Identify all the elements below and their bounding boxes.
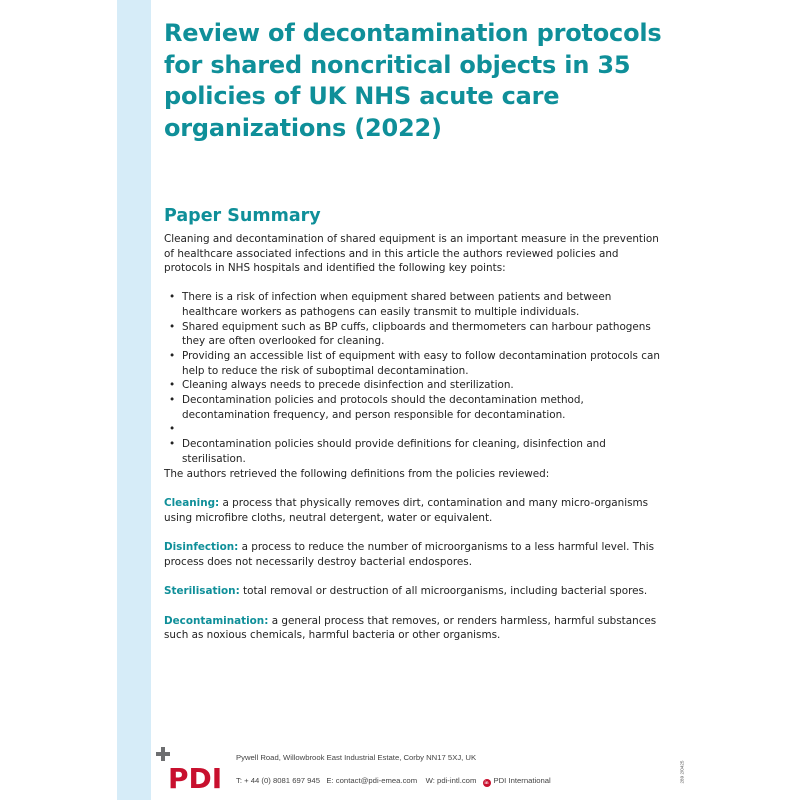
bullet-item	[164, 393, 664, 422]
bullet-item	[164, 290, 664, 319]
definition-decontamination	[164, 614, 664, 643]
footer-contact-line	[236, 776, 551, 787]
document-code	[676, 750, 688, 794]
pdi-logo	[155, 745, 230, 795]
side-color-band	[117, 0, 151, 800]
definition-text: a process that physically removes dirt, contamination and many micro-organisms using microfibre cloths, neutral detergent, water or equivalent.	[164, 496, 649, 524]
definition-sterilisation	[164, 584, 664, 599]
bullet-dot-icon: •	[169, 320, 176, 333]
bullet-text: Shared equipment such as BP cuffs, clipboards and thermometers can harbour pathogens they are often overlooked for cleaning.	[182, 320, 651, 348]
document-title: Review of decontamination protocols for shared noncritical objects in 35 policies of UK NHS acute care organizations (2022)	[164, 19, 662, 142]
intro-paragraph: Cleaning and decontamination of shared equipment is an important measure in the prevention of healthcare associated infections and in this article the authors reviewed policies and protocols in NHS hospitals and identified the following key points:	[164, 233, 659, 275]
definition-cleaning	[164, 496, 664, 525]
footer-email[interactable]: E: contact@pdi-emea.com	[326, 776, 418, 785]
bullet-text: Providing an accessible list of equipment with easy to follow decontamination protocols can help to reduce the risk of suboptimal decontamination.	[182, 349, 660, 377]
bullet-item-empty	[164, 422, 664, 437]
bullet-item	[164, 378, 664, 393]
bullet-dot-icon: •	[169, 379, 176, 392]
page-footer	[155, 745, 715, 795]
footer-phone: T: + 44 (0) 8081 697 945	[236, 776, 320, 785]
definition-text: a general process that removes, or renders harmless, harmful substances such as noxious chemicals, harmful bacteria or other organisms.	[164, 614, 657, 642]
bullet-text: There is a risk of infection when equipment shared between patients and between healthcare workers as pathogens can easily transmit to multiple individuals.	[182, 291, 612, 318]
key-points-list	[164, 290, 664, 466]
footer-linkedin[interactable]: PDI International	[493, 776, 551, 785]
linkedin-icon: in	[484, 780, 489, 785]
definitions-intro: The authors retrieved the following definitions from the policies reviewed:	[164, 467, 550, 480]
section-heading-paper-summary: Paper Summary	[164, 206, 321, 226]
bullet-text: Decontamination policies and protocols should the decontamination method, decontamination frequency, and person responsible for decontamination.	[182, 394, 584, 421]
bullet-dot-icon: •	[169, 349, 176, 362]
bullet-item	[164, 437, 664, 466]
bullet-dot-icon: •	[169, 291, 176, 304]
pdi-logo-text: PDI	[168, 762, 223, 795]
bullet-text: Decontamination policies should provide definitions for cleaning, disinfection and sterilisation.	[182, 438, 606, 465]
bullet-dot-icon: •	[169, 394, 176, 407]
definition-disinfection	[164, 540, 664, 569]
footer-address: Pywell Road, Willowbrook East Industrial Estate, Corby NN17 5XJ, UK	[236, 753, 477, 762]
definition-term: Sterilisation:	[164, 585, 240, 598]
bullet-item	[164, 349, 664, 378]
footer-web[interactable]: W: pdi-intl.com	[425, 776, 477, 785]
definition-text: total removal or destruction of all microorganisms, including bacterial spores.	[243, 585, 648, 598]
bullet-dot-icon: •	[169, 423, 176, 436]
document-content	[164, 18, 664, 643]
document-code-text: 289 2/0425	[679, 760, 685, 784]
definition-text: a process to reduce the number of microorganisms to a less harmful level. This process does not necessarily destroy bacterial endospores.	[164, 541, 654, 568]
definition-term: Disinfection:	[164, 541, 239, 554]
bullet-item	[164, 320, 664, 349]
definition-term: Cleaning:	[164, 496, 220, 509]
definition-term: Decontamination:	[164, 614, 269, 627]
bullet-text: Cleaning always needs to precede disinfection and sterilization.	[182, 379, 514, 392]
bullet-dot-icon: •	[169, 438, 176, 451]
